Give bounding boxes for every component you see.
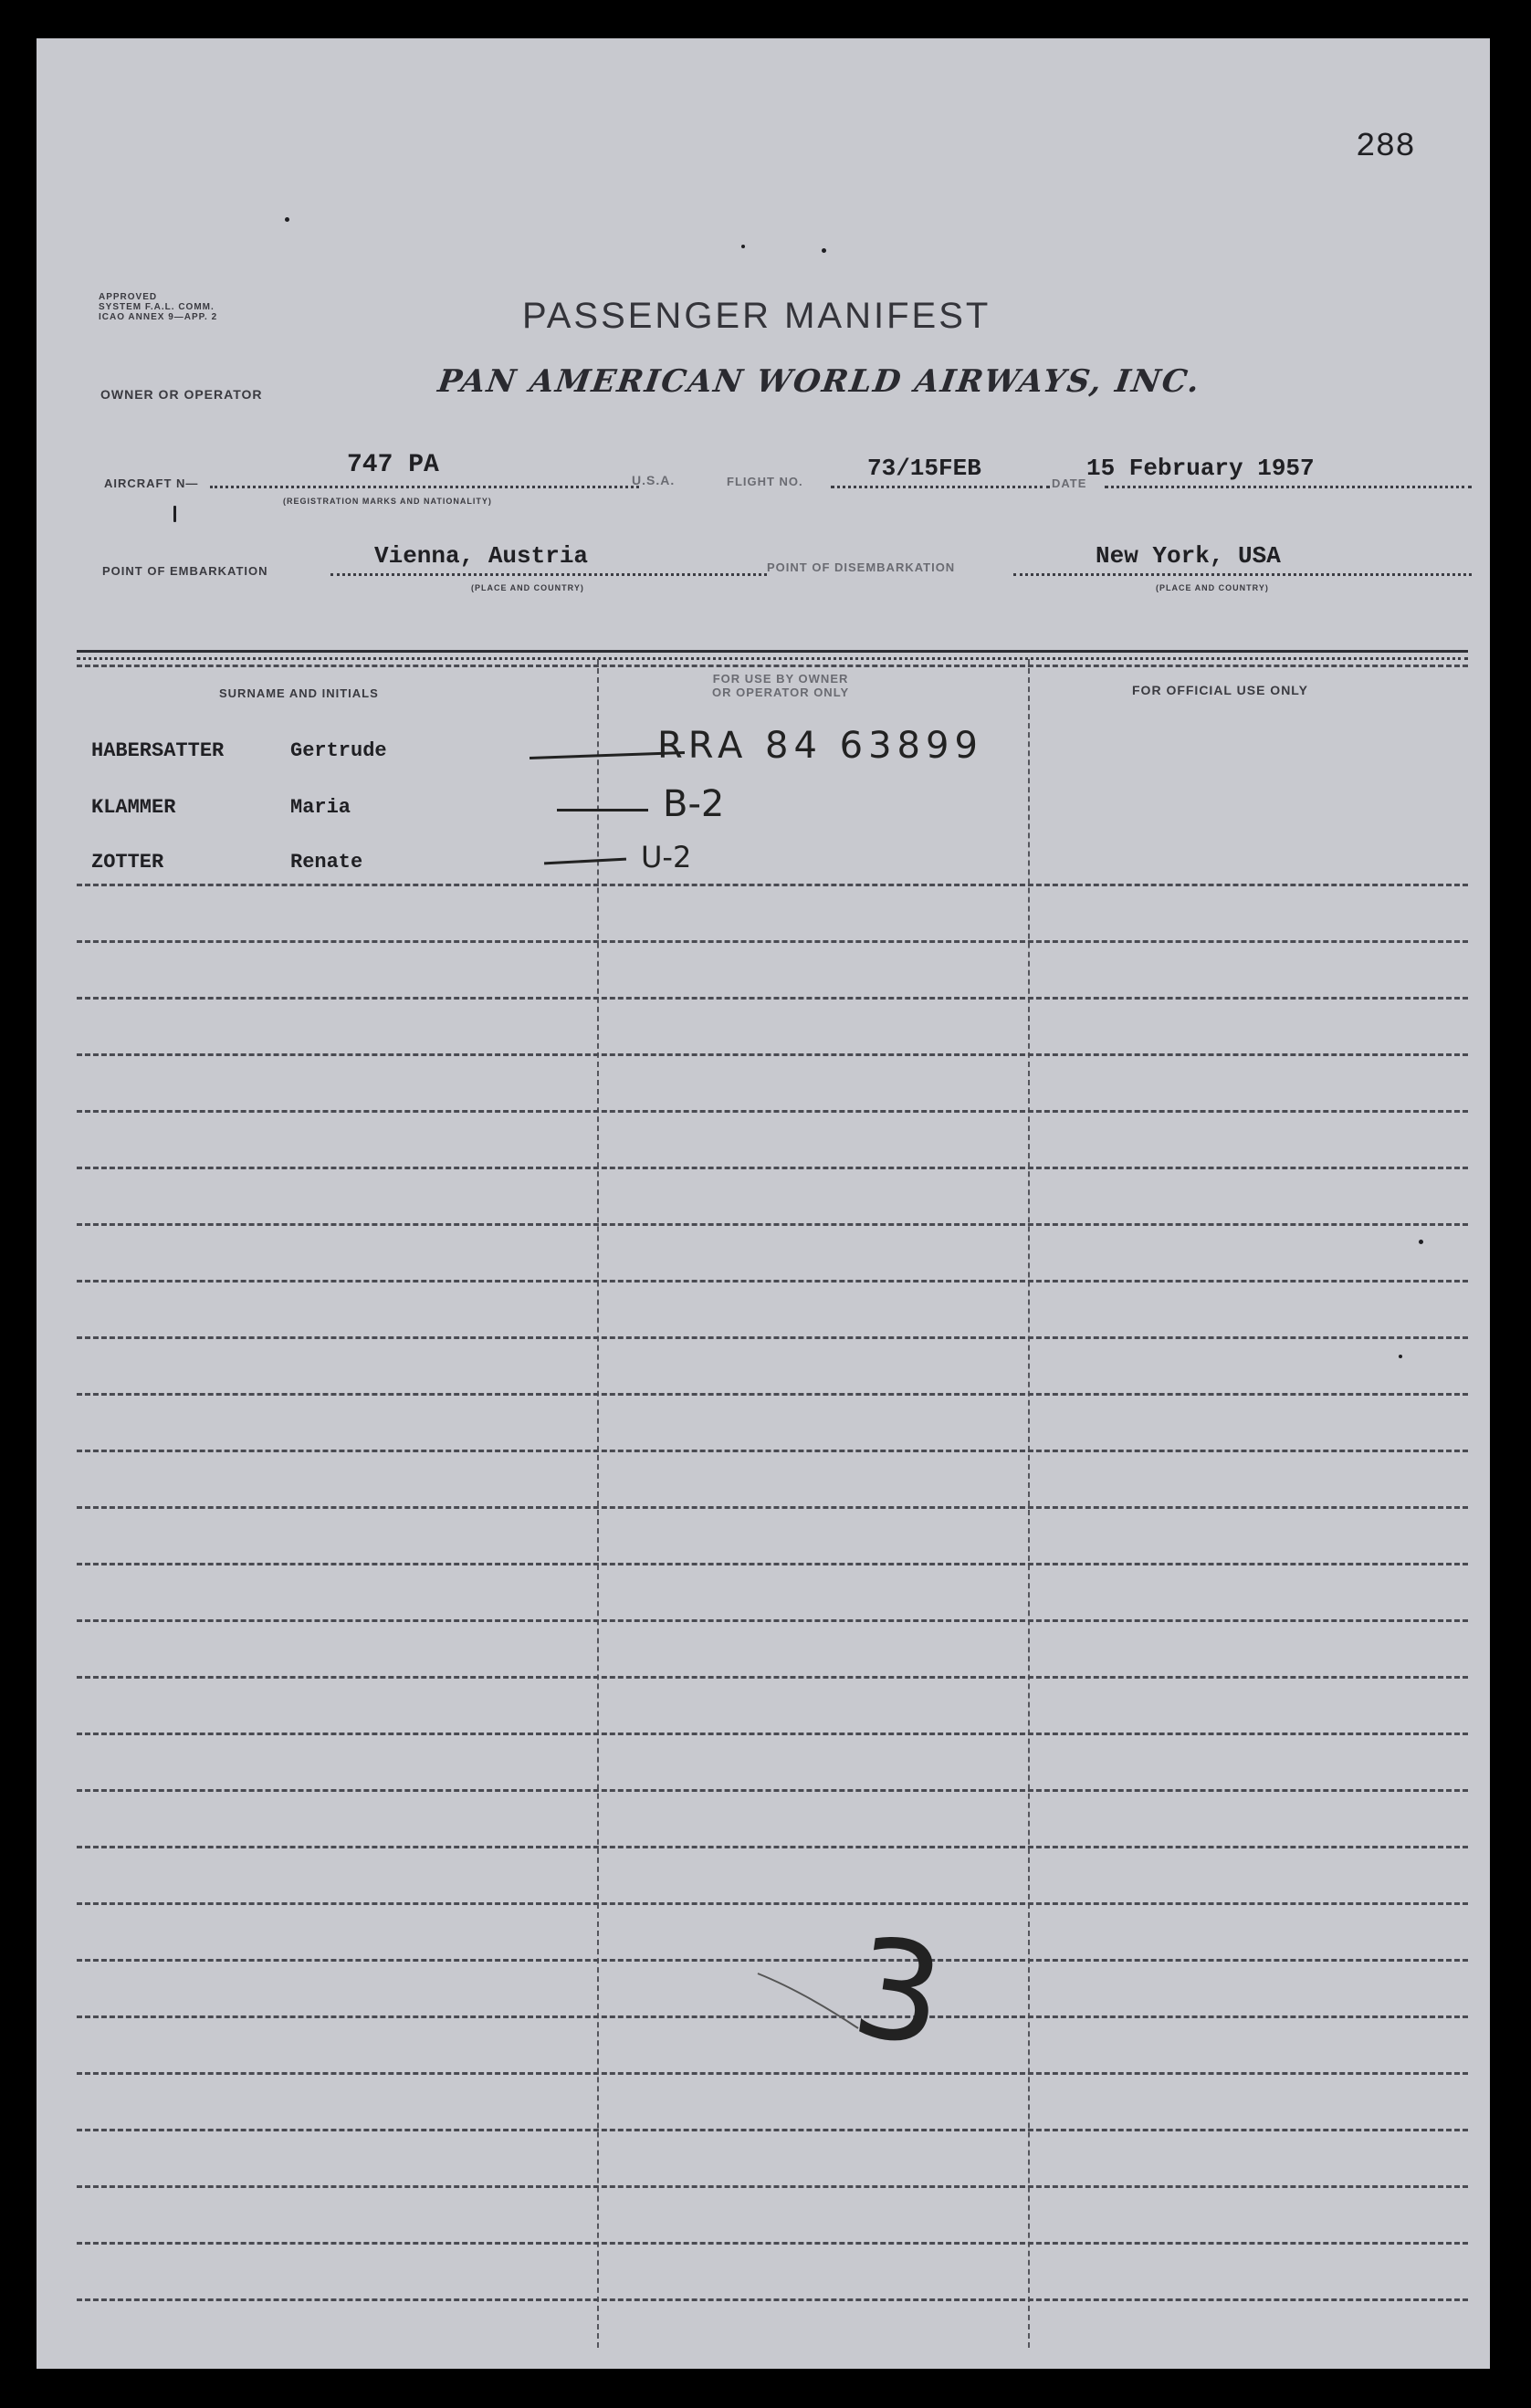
embark-line [330, 573, 767, 576]
flight-line [831, 486, 1050, 488]
speck [173, 506, 176, 522]
approval-line-1: APPROVED [99, 292, 158, 302]
ruled-line [77, 1619, 1468, 1622]
passenger-2-surname: KLAMMER [91, 796, 176, 819]
ruled-line [77, 1336, 1468, 1339]
ruled-line [77, 1450, 1468, 1452]
speck [285, 217, 289, 222]
ruled-line [77, 884, 1468, 886]
flight-value: 73/15FEB [867, 455, 981, 482]
approval-line-2: SYSTEM F.A.L. COMM. [99, 302, 215, 312]
page-number: 288 [1356, 128, 1415, 165]
passenger-1-given: Gertrude [290, 739, 387, 762]
disembark-label: POINT OF DISEMBARKATION [767, 560, 956, 574]
aircraft-value: 747 PA [347, 451, 439, 479]
ruled-line [77, 1053, 1468, 1056]
passenger-1-note: RRA 84 63899 [657, 725, 983, 767]
column-divider-1 [597, 659, 599, 2348]
ruled-line [77, 1506, 1468, 1509]
embark-value: Vienna, Austria [374, 542, 589, 570]
passenger-2-given: Maria [290, 796, 351, 819]
manifest-sheet [37, 38, 1490, 2369]
ruled-line [77, 1110, 1468, 1113]
ruled-line [77, 1676, 1468, 1679]
owner-use-line-1: FOR USE BY OWNER [712, 672, 849, 686]
ruled-line [77, 1223, 1468, 1226]
ruled-line [77, 1563, 1468, 1565]
header-rule-top [77, 650, 1468, 653]
ruled-line [77, 1167, 1468, 1169]
ruled-line [77, 1846, 1468, 1848]
passenger-3-given: Renate [290, 851, 363, 874]
ruled-line [77, 2298, 1468, 2301]
date-value: 15 February 1957 [1086, 455, 1315, 482]
disembark-line [1013, 573, 1472, 576]
ruled-line [77, 1733, 1468, 1735]
aircraft-line [210, 486, 639, 488]
header-rule-2 [77, 657, 1468, 660]
ruled-line [77, 2242, 1468, 2245]
passenger-3-surname: ZOTTER [91, 851, 164, 874]
ruled-line [77, 2129, 1468, 2131]
column-header-surname: SURNAME AND INITIALS [219, 686, 379, 700]
ruled-line [77, 1902, 1468, 1905]
approval-stamp [99, 292, 217, 322]
flight-label: FLIGHT NO. [727, 475, 803, 488]
passenger-2-note: B-2 [663, 783, 725, 825]
ruled-line [77, 940, 1468, 943]
ruled-line [77, 2072, 1468, 2075]
header-rule-3 [77, 665, 1468, 667]
owner-label: OWNER OR OPERATOR [100, 387, 263, 402]
ruled-line [77, 2185, 1468, 2188]
hand-dash-2 [557, 809, 648, 811]
usa-label: U.S.A. [632, 473, 676, 487]
passenger-3-note: U-2 [641, 840, 692, 874]
ruled-line [77, 1789, 1468, 1792]
disembark-value: New York, USA [1096, 542, 1281, 570]
date-line [1105, 486, 1472, 488]
embark-label: POINT OF EMBARKATION [102, 564, 268, 578]
speck [822, 248, 826, 253]
column-header-official: FOR OFFICIAL USE ONLY [1132, 683, 1308, 697]
owner-value: PAN AMERICAN WORLD AIRWAYS, INC. [435, 363, 1203, 400]
owner-use-line-2: OR OPERATOR ONLY [712, 686, 850, 699]
date-label: DATE [1052, 476, 1087, 490]
column-header-owner-use [712, 672, 849, 699]
disembark-note: (PLACE AND COUNTRY) [1156, 583, 1269, 592]
registration-note: (REGISTRATION MARKS AND NATIONALITY) [283, 497, 492, 506]
ruled-line [77, 1280, 1468, 1283]
column-divider-2 [1028, 659, 1030, 2348]
scribble-tail [749, 1955, 895, 2037]
approval-line-3: ICAO ANNEX 9—APP. 2 [99, 312, 218, 322]
embark-note: (PLACE AND COUNTRY) [471, 583, 584, 592]
speck [741, 245, 745, 248]
speck [1399, 1355, 1402, 1358]
page-title: PASSENGER MANIFEST [522, 296, 991, 336]
hand-dash-3 [544, 858, 626, 865]
ruled-line [77, 1393, 1468, 1396]
passenger-1-surname: HABERSATTER [91, 739, 225, 762]
speck [1419, 1240, 1423, 1244]
aircraft-label: AIRCRAFT N— [104, 476, 199, 490]
handwritten-mark: 3 [844, 1908, 953, 2078]
ruled-line [77, 997, 1468, 1000]
